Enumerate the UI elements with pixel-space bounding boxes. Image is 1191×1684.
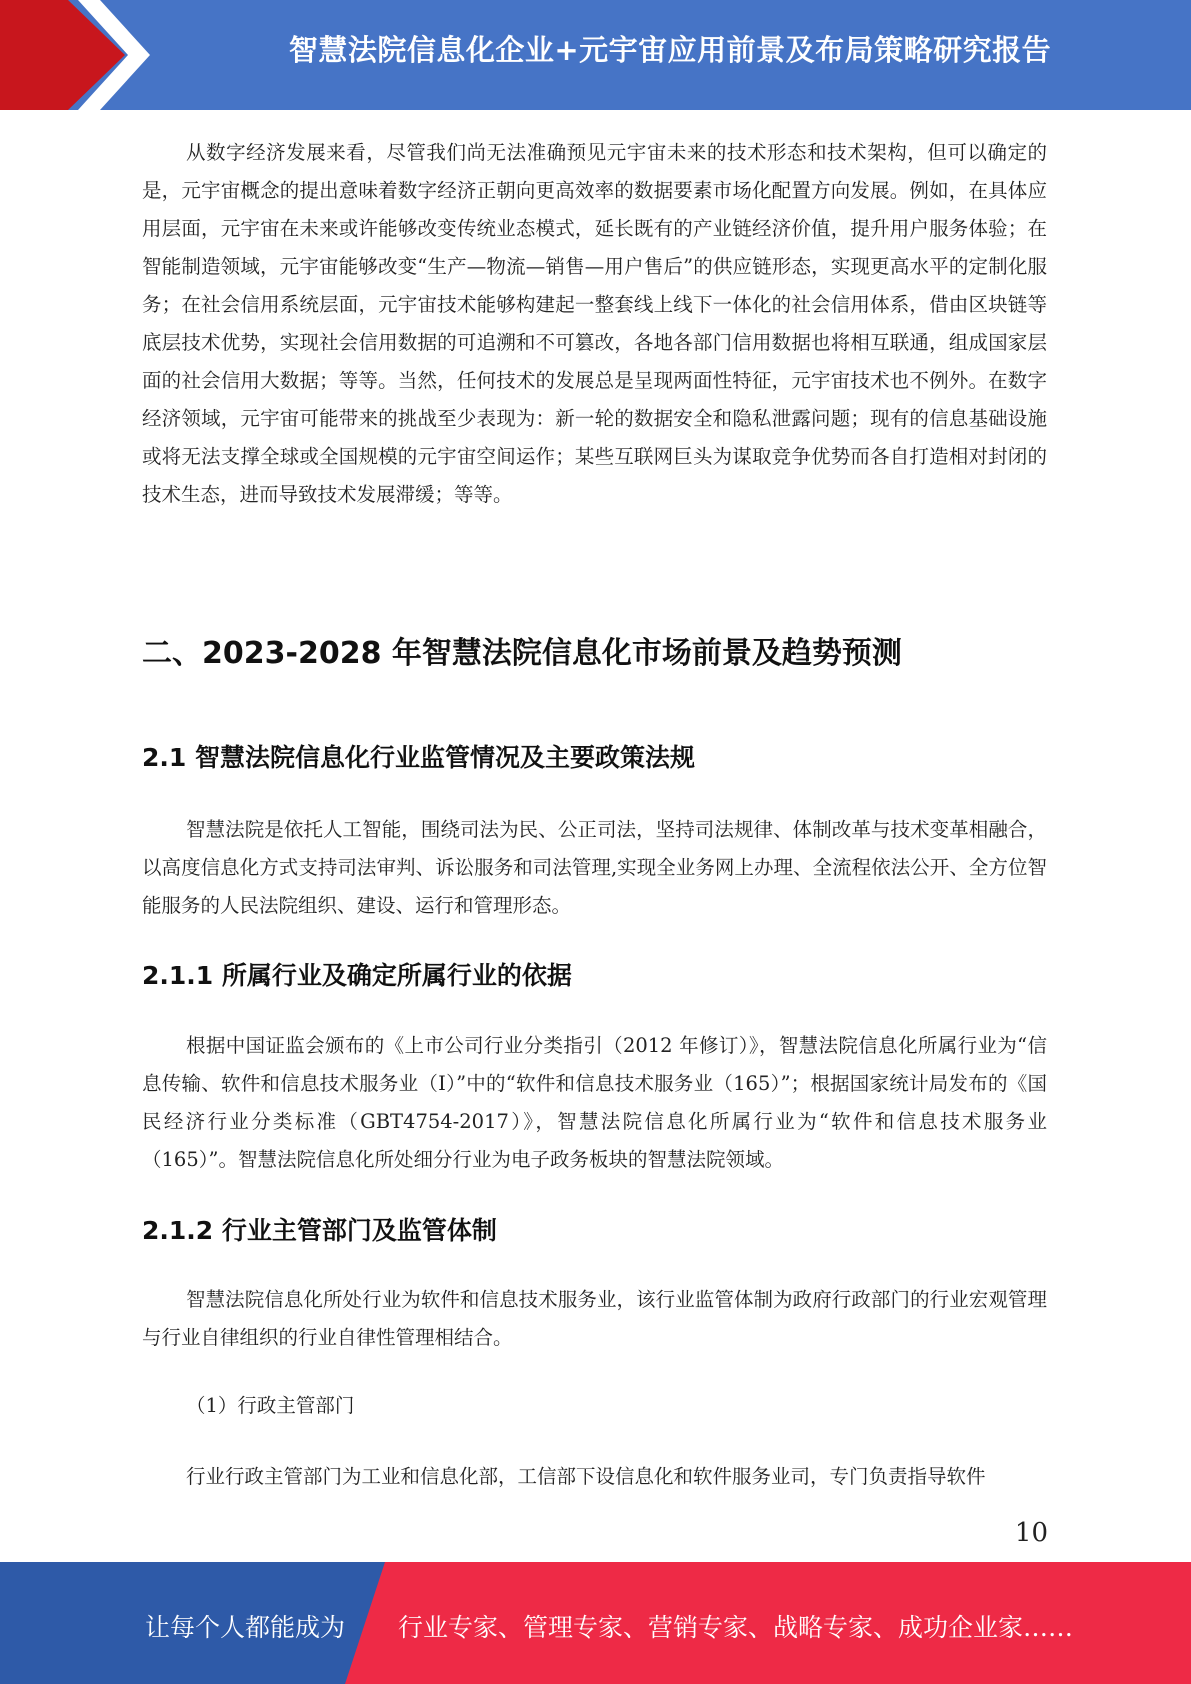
subsection-2-1-1-paragraph: 根据中国证监会颁布的《上市公司行业分类指引（2012 年修订）》，智慧法院信息化所属行业为“信息传输、软件和信息技术服务业（I）”中的“软件和信息技术服务业（165）”；根据国家统计局发布的《国民经济行业分类标准（GBT4754-2017）》，智慧法院信息化所属行业为“软件和信息技术服务业（165）”。智慧法院信息化所处细分行业为电子政务板块的智慧法院领域。 [142,1034,1047,1171]
footer-slogan-left: 让每个人都能成为 [145,1613,346,1642]
page-header [0,0,1191,110]
subsection-title-2-1-2: 2.1.2 行业主管部门及监管体制 [142,1216,497,1245]
header-arrow-decoration [0,0,170,110]
subsection-title-2-1: 2.1 智慧法院信息化行业监管情况及主要政策法规 [142,743,695,772]
item-1-body [142,1458,1047,1496]
page-number: 10 [1014,1518,1048,1548]
intro-paragraph: 从数字经济发展来看，尽管我们尚无法准确预见元宇宙未来的技术形态和技术架构，但可以确定的是，元宇宙概念的提出意味着数字经济正朝向更高效率的数据要素市场化配置方向发展。例如，在具体应用层面，元宇宙在未来或许能够改变传统业态模式，延长既有的产业链经济价值，提升用户服务体验；在智能制造领域，元宇宙能够改变“生产—物流—销售—用户售后”的供应链形态，实现更高水平的定制化服务；在社会信用系统层面，元宇宙技术能够构建起一整套线上线下一体化的社会信用体系，借由区块链等底层技术优势，实现社会信用数据的可追溯和不可篡改，各地各部门信用数据也将相互联通，组成国家层面的社会信用大数据；等等。当然，任何技术的发展总是呈现两面性特征，元宇宙技术也不例外。在数字经济领域，元宇宙可能带来的挑战至少表现为：新一轮的数据安全和隐私泄露问题；现有的信息基础设施或将无法支撑全球或全国规模的元宇宙空间运作；某些互联网巨头为谋取竞争优势而各自打造相对封闭的技术生态，进而导致技术发展滞缓；等等。 [142,141,1047,506]
subsection-2-1-1-body [142,1027,1047,1179]
intro-section [142,134,1047,514]
subsection-2-1-2-body [142,1281,1047,1357]
subsection-2-1-paragraph: 智慧法院是依托人工智能，围绕司法为民、公正司法，坚持司法规律、体制改革与技术变革相融合，以高度信息化方式支持司法审判、诉讼服务和司法管理,实现全业务网上办理、全流程依法公开、全方位智能服务的人民法院组织、建设、运行和管理形态。 [142,818,1047,917]
footer-slogan-right: 行业专家、管理专家、营销专家、战略专家、成功企业家…… [398,1613,1074,1642]
item-label-1: （1）行政主管部门 [186,1394,355,1417]
subsection-2-1-2-paragraph: 智慧法院信息化所处行业为软件和信息技术服务业，该行业监管体制为政府行政部门的行业宏观管理与行业自律组织的行业自律性管理相结合。 [142,1288,1047,1349]
subsection-2-1-body [142,811,1047,925]
subsection-title-2-1-1: 2.1.1 所属行业及确定所属行业的依据 [142,961,572,990]
section-title: 二、2023-2028 年智慧法院信息化市场前景及趋势预测 [142,636,902,671]
item-1-paragraph: 行业行政主管部门为工业和信息化部，工信部下设信息化和软件服务业司，专门负责指导软件 [186,1465,986,1488]
report-title: 智慧法院信息化企业+元宇宙应用前景及布局策略研究报告 [288,33,1052,67]
